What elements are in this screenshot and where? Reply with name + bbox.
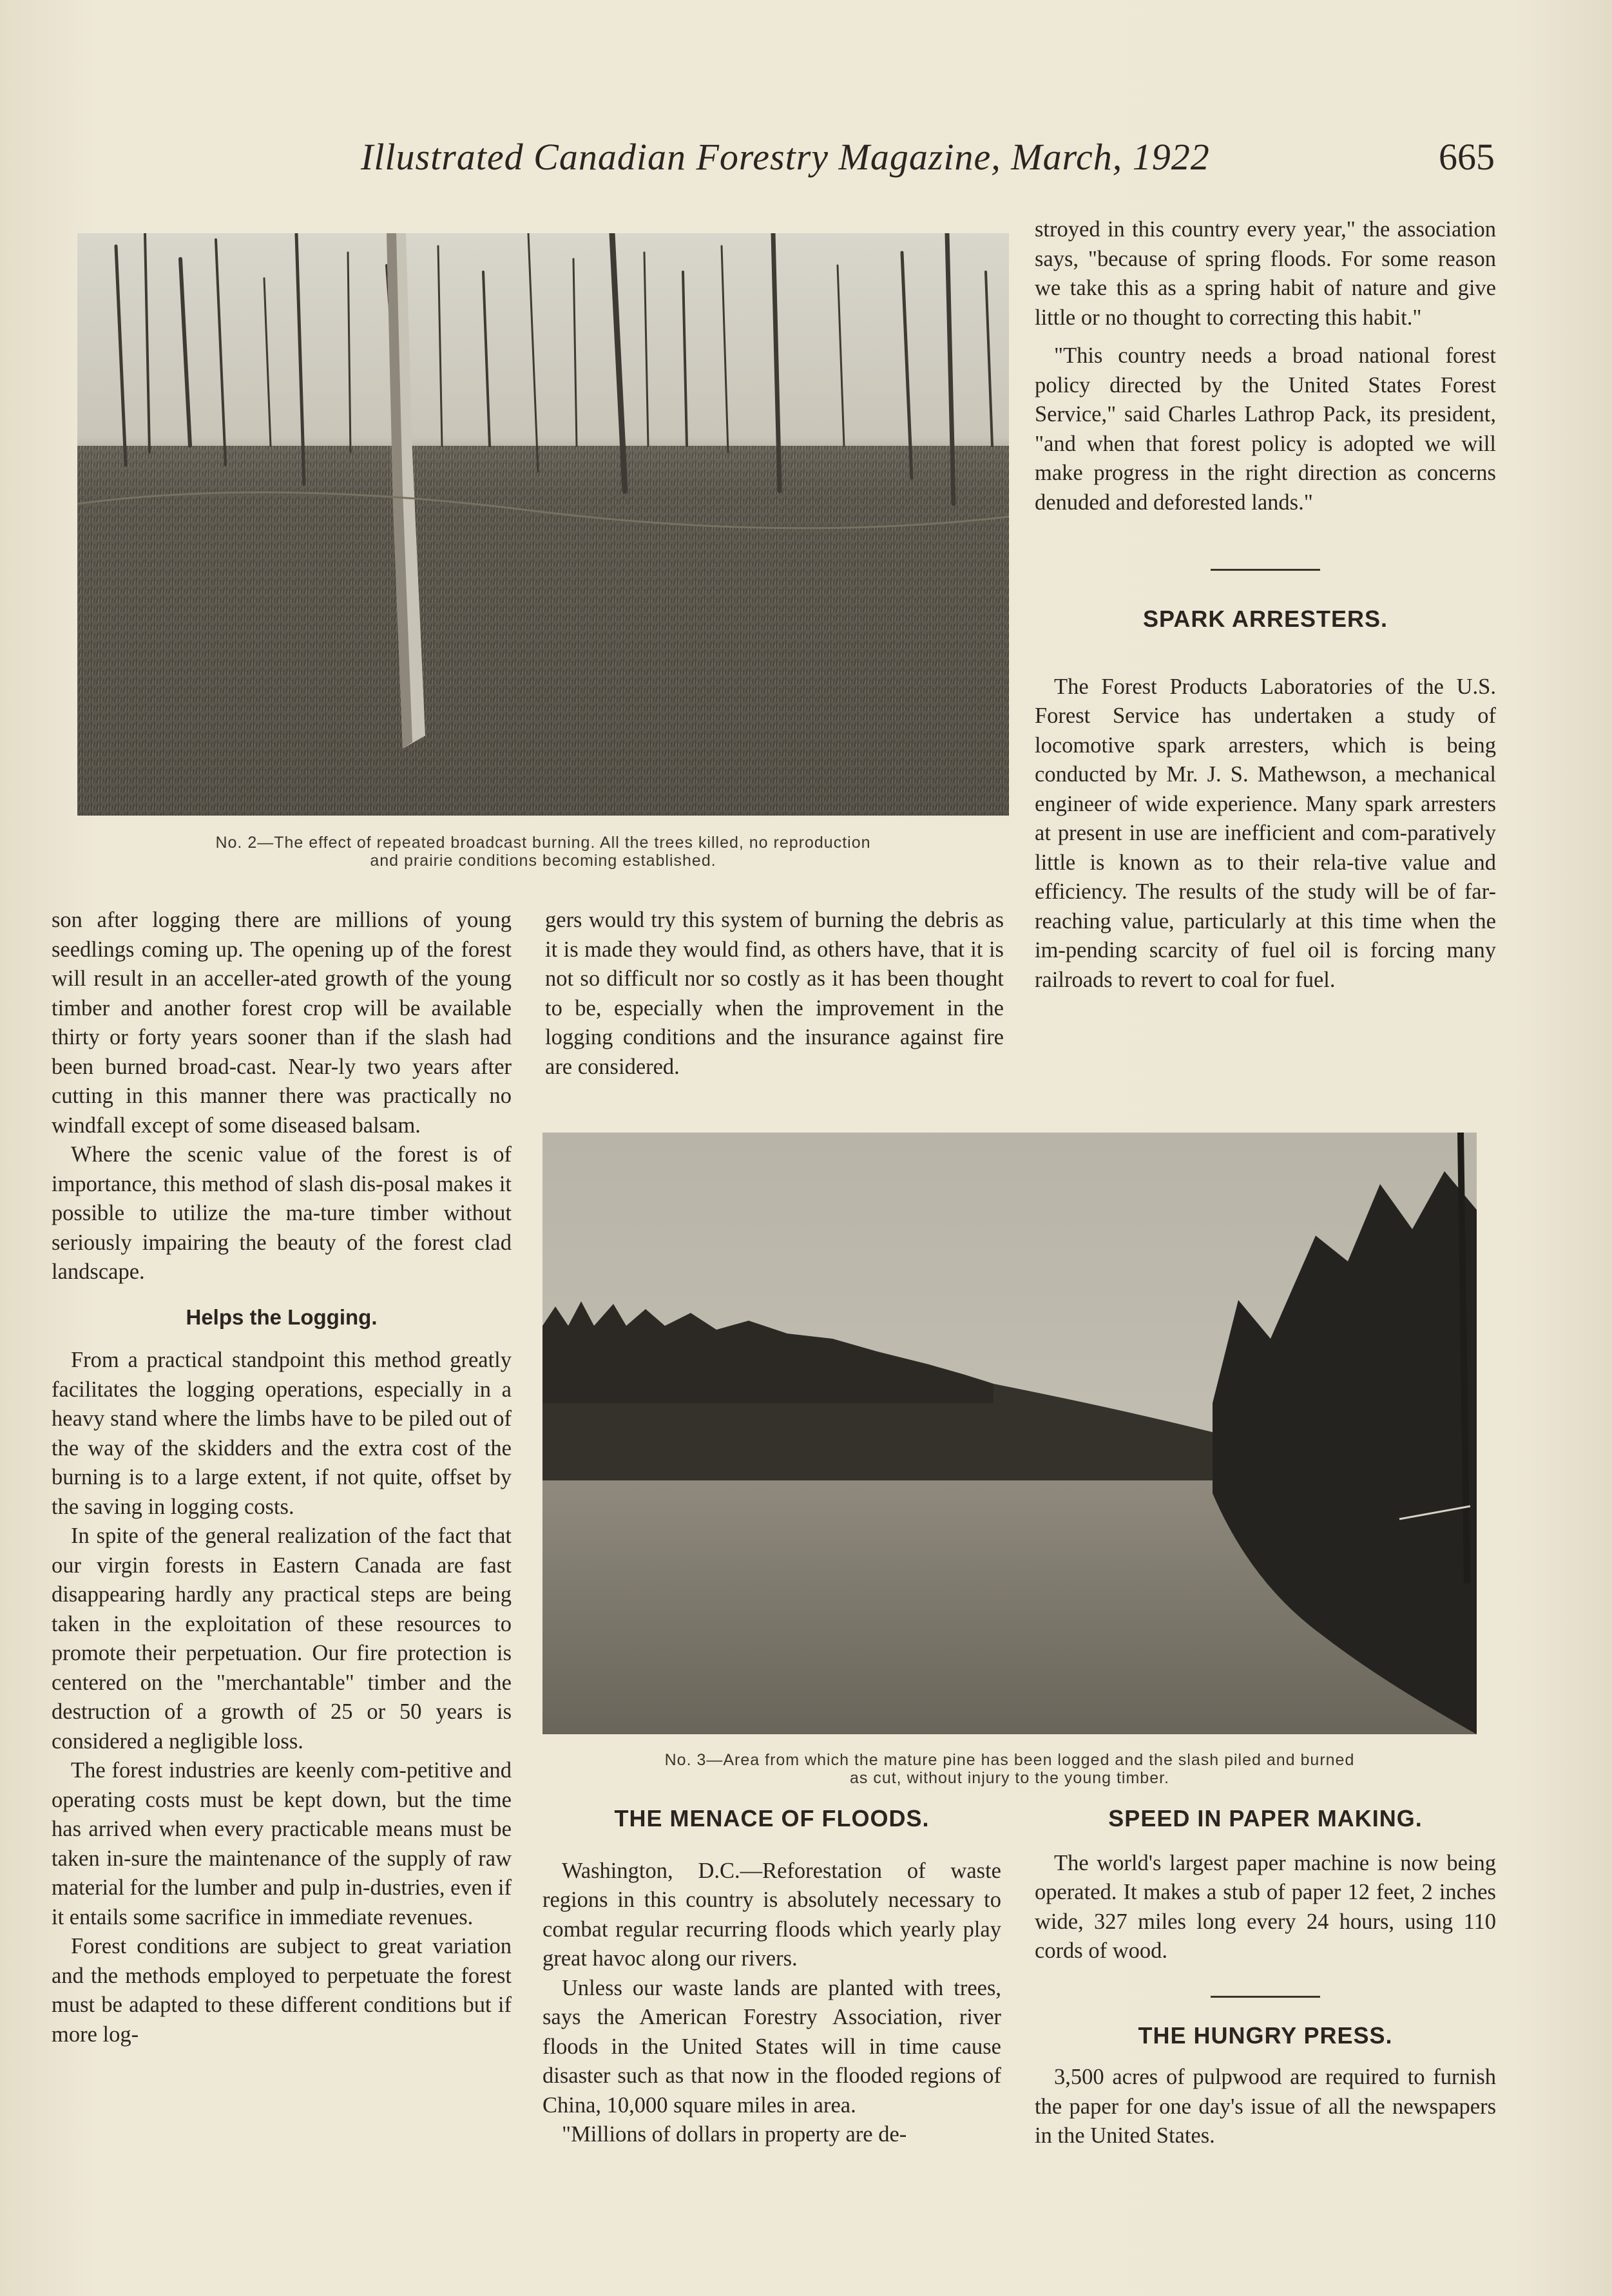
- figure-2-photo: [77, 233, 1009, 816]
- col3-paragraph-2: "This country needs a broad national forest policy directed by the United States Forest Service," said Charles Lathrop Pack, its president, "and when that forest policy is adopted we will make progress in the right direction as concerns denuded and deforested lands.": [1035, 343, 1496, 515]
- floods-article: [542, 1804, 1001, 2150]
- press-paragraph-1: 3,500 acres of pulpwood are required to furnish the paper for one day's issue of all the newspapers in the United States.: [1035, 2065, 1496, 2148]
- floods-paragraph-2: Unless our waste lands are planted with trees, says the American Forestry Association, river floods in the United States will in time cause disaster such as that now in the flooded regions of China, 10,000 square miles in area.: [542, 1975, 1001, 2118]
- figure-2-caption-line-2: and prairie conditions becoming established.: [370, 852, 716, 870]
- floods-paragraph-3: "Millions of dollars in property are de-: [562, 2122, 907, 2147]
- col1-paragraph-4: In spite of the general realization of the fact that our virgin forests in Eastern Canada are fast disappearing hardly any practical steps are being taken in the exploitation of these resources to promote their perpetuation. Our fire protection is centered on the "merchantable" timber and the destruction of a growth of 25 or 50 years is considered a negligible loss.: [52, 1524, 512, 1754]
- col1-paragraph-5: The forest industries are keenly com-petitive and operating costs must be kept down, but the time has arrived when every practicable means must be taken in-sure the maintenance of the supply of raw material for the lumber and pulp in-dustries, even if it entails some sacrifice in immediate revenues.: [52, 1758, 512, 1929]
- figure-3-caption-line-1: No. 3—Area from which the mature pine has been logged and the slash piled and burned: [664, 1751, 1355, 1769]
- running-title: Illustrated Canadian Forestry Magazine, March, 1922: [361, 136, 1210, 178]
- paper-making-heading: SPEED IN PAPER MAKING.: [1108, 1805, 1423, 1832]
- col1-paragraph-6: Forest conditions are subject to great variation and the methods employed to perpetuate the forest must be adapted to these different conditions but if more log-: [52, 1934, 512, 2047]
- paper-paragraph-1: The world's largest paper machine is now being operated. It makes a stub of paper 12 feet, 2 inches wide, 327 miles long every 24 hours, using 110 cords of wood.: [1035, 1850, 1496, 1963]
- figure-3-caption-line-2: as cut, without injury to the young timber.: [849, 1769, 1169, 1787]
- hungry-press-heading: THE HUNGRY PRESS.: [1138, 2022, 1393, 2049]
- column-right: [1035, 215, 1496, 995]
- column-middle: [545, 906, 1004, 1082]
- spark-arresters-heading: SPARK ARRESTERS.: [1142, 606, 1388, 632]
- lake-shore-illustration: [542, 1133, 1477, 1734]
- figure-3-caption: [542, 1751, 1477, 1787]
- floods-heading: THE MENACE OF FLOODS.: [614, 1805, 930, 1832]
- figure-2-caption-line-1: No. 2—The effect of repeated broadcast burning. All the trees killed, no reproduction: [215, 834, 871, 852]
- page-number: 665: [1439, 136, 1495, 178]
- figure-3-photo: [542, 1133, 1477, 1734]
- helps-logging-heading: Helps the Logging.: [186, 1305, 378, 1329]
- col1-paragraph-3: From a practical standpoint this method greatly facilitates the logging operations, especially in a heavy stand where the limbs have to be piled out of the way of the skidders and the extra cost of the burning is to a large extent, if not quite, offset by the saving in logging costs.: [52, 1348, 512, 1519]
- page-header: [361, 135, 1495, 193]
- col1-paragraph-2: Where the scenic value of the forest is of importance, this method of slash dis-posal makes it possible to utilize the ma-ture timber without seriously impairing the beauty of the forest clad landscape.: [52, 1142, 512, 1284]
- paper-article: [1035, 1804, 1496, 2151]
- column-left: [52, 906, 512, 2049]
- col1-paragraph-1: son after logging there are millions of young seedlings coming up. The opening up of the forest will result in an acceller-ated growth of the young timber and another forest crop will be available thirty or forty years sooner than if the slash had been burned broad-cast. Near-ly two years after cutting in this manner there was practically no windfall except of some diseased balsam.: [52, 908, 512, 1138]
- col3-paragraph-1: stroyed in this country every year," the association says, "because of spring floods. For some reason we take this as a spring habit of nature and give little or no thought to correcting this habit.": [1035, 217, 1496, 330]
- section-divider-2: [1211, 1996, 1320, 1998]
- figure-2-caption: [77, 834, 1009, 870]
- section-divider: [1211, 569, 1320, 571]
- col2-paragraph-1: gers would try this system of burning the debris as it is made they would find, as others have, that it is not so difficult nor so costly as it has been thought to be, especially when the improvement in the logging conditions and the insurance against fire are considered.: [545, 908, 1004, 1079]
- col3-paragraph-3: The Forest Products Laboratories of the U.S. Forest Service has undertaken a study of locomotive spark arresters, which is being conducted by Mr. J. S. Mathewson, a mechanical engineer of wide experience. Many spark arresters at present in use are inefficient and com-paratively little is known as to their rela-tive value and efficiency. The results of the study will be of far-reaching value, particularly at this time when the im-pending scarcity of fuel oil is forcing many railroads to revert to coal for fuel.: [1035, 674, 1496, 992]
- floods-paragraph-1: Washington, D.C.—Reforestation of waste regions in this country is absolutely necessary to combat regular recurring floods which yearly play great havoc along our rivers.: [542, 1858, 1001, 1971]
- burned-forest-illustration: [77, 233, 1009, 816]
